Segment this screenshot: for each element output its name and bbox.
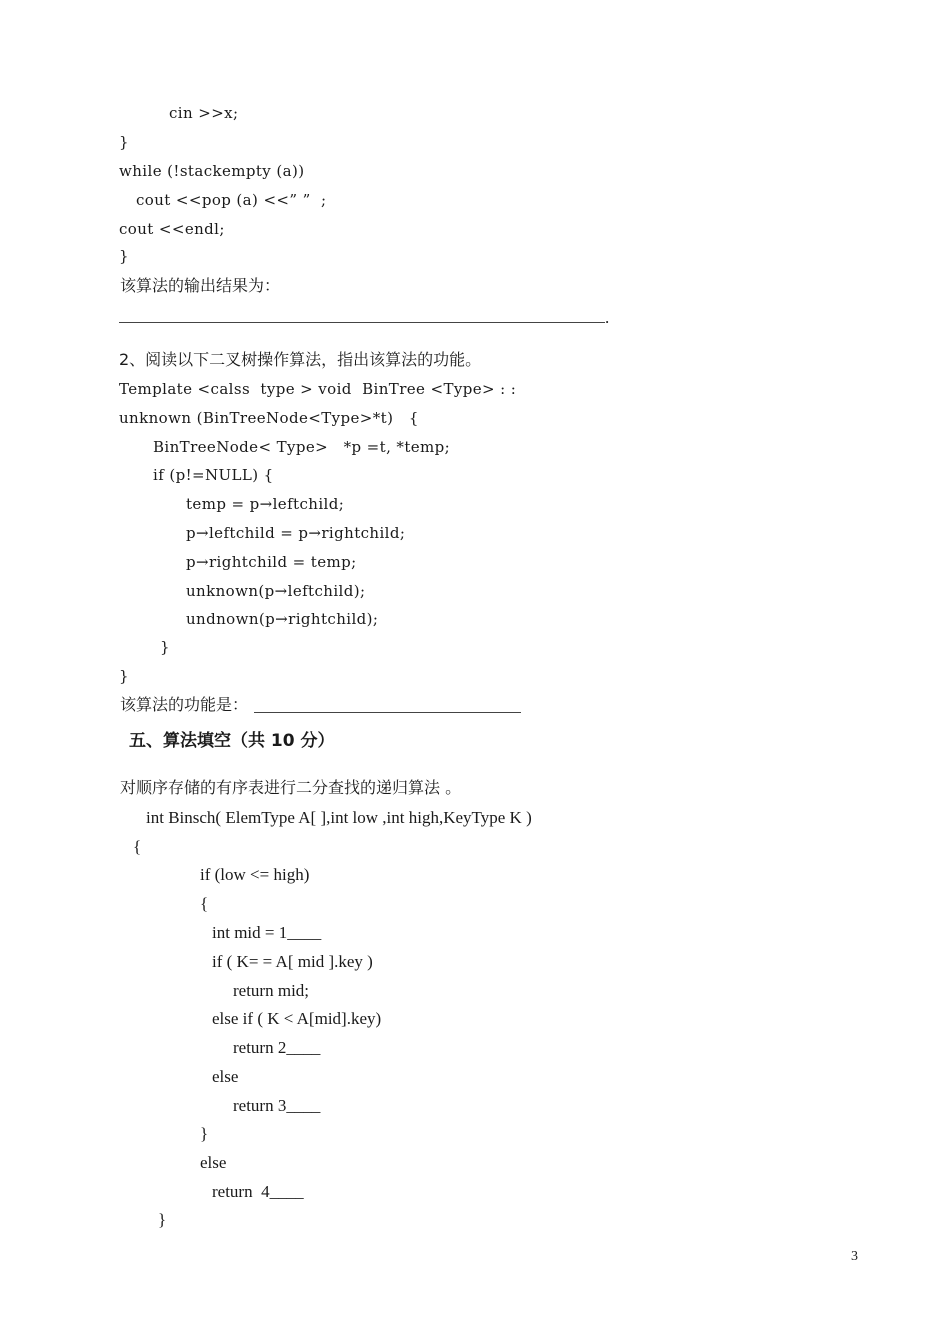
code-line: if ( K= = A[ mid ].key ) bbox=[212, 952, 373, 971]
code-line: cout <<pop (a) <<” ” ; bbox=[136, 191, 327, 209]
code-line: return 4____ bbox=[212, 1182, 304, 1201]
output-label: 该算法的输出结果为： bbox=[120, 276, 281, 295]
function-label: 该算法的功能是： bbox=[120, 695, 249, 714]
code-line: if (low <= high) bbox=[200, 865, 310, 884]
code-line: else if ( K < A[mid].key) bbox=[212, 1009, 382, 1028]
answer-blank-line bbox=[254, 712, 521, 713]
code-line: unknown(p→leftchild); bbox=[186, 582, 366, 600]
code-line: while (!stackempty (a)) bbox=[119, 162, 305, 180]
code-line: return mid; bbox=[233, 981, 310, 1000]
code-line: else bbox=[200, 1153, 227, 1172]
section-description: 对顺序存储的有序表进行二分查找的递归算法 。 bbox=[120, 778, 462, 797]
answer-blank-end: . bbox=[605, 308, 610, 327]
code-line: temp = p→leftchild; bbox=[186, 495, 345, 513]
code-line: return 2____ bbox=[233, 1038, 321, 1057]
code-line: cin >>x; bbox=[169, 104, 239, 122]
code-line: Template <calss type > void BinTree <Type> : : bbox=[119, 380, 517, 398]
code-line: } bbox=[119, 247, 129, 265]
code-line: } bbox=[158, 1210, 167, 1229]
code-line: BinTreeNode< Type> *p =t, *temp; bbox=[153, 438, 451, 456]
code-line: return 3____ bbox=[233, 1096, 321, 1115]
question-2-prompt: 2、阅读以下二叉树操作算法，指出该算法的功能。 bbox=[119, 350, 482, 369]
code-line: cout <<endl; bbox=[119, 220, 225, 238]
code-line: undnown(p→rightchild); bbox=[186, 610, 379, 628]
code-line: { bbox=[133, 837, 142, 856]
code-line: p→rightchild = temp; bbox=[186, 553, 357, 571]
code-line: { bbox=[200, 894, 209, 913]
code-line: } bbox=[119, 667, 129, 685]
section-heading: 五、算法填空（共 10 分） bbox=[129, 731, 335, 751]
code-line: int mid = 1____ bbox=[212, 923, 322, 942]
code-line: p→leftchild = p→rightchild; bbox=[186, 524, 406, 542]
page-number: 3 bbox=[851, 1249, 858, 1264]
code-line: unknown (BinTreeNode<Type>*t) { bbox=[119, 409, 419, 427]
code-line: } bbox=[200, 1124, 209, 1143]
code-line: if (p!=NULL) { bbox=[153, 466, 274, 484]
code-line: else bbox=[212, 1067, 239, 1086]
answer-blank-line bbox=[119, 322, 605, 323]
code-line: } bbox=[160, 638, 170, 656]
code-line: int Binsch( ElemType A[ ],int low ,int high,KeyType K ) bbox=[146, 808, 532, 827]
code-line: } bbox=[119, 133, 129, 151]
